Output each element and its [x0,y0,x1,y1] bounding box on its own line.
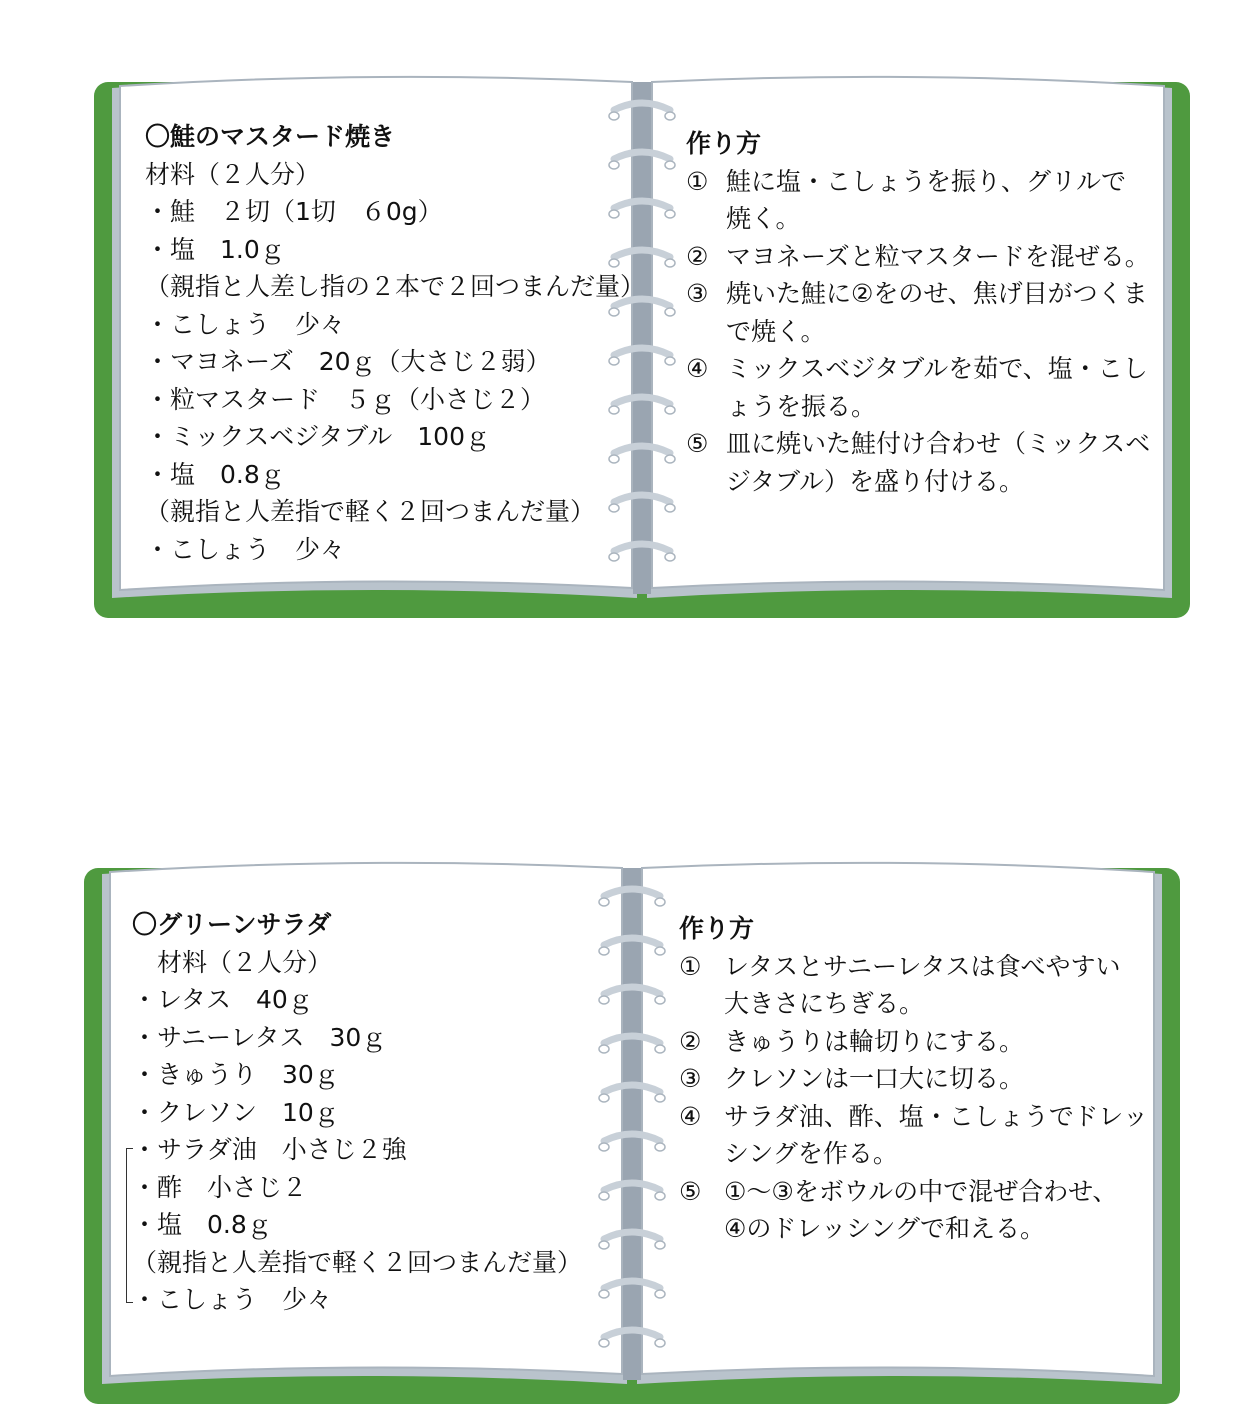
ring-hole [599,1192,609,1200]
step-text: 大きさにちぎる。 [724,989,925,1018]
ingredient-item: ・塩 1.0ｇ [145,234,285,264]
ingredient-item: ・クレソン 10ｇ [132,1097,339,1127]
step-number: ⑤ [679,1176,702,1206]
step-text: ジタブル）を盛り付ける。 [726,466,1025,496]
method-heading: 作り方 [679,914,755,943]
ring-hole [599,1045,609,1053]
ingredient-item: ・粒マスタード ５ｇ（小さじ２） [145,384,546,414]
ring-hole [655,1290,665,1298]
ring-hole [655,996,665,1004]
ring-hole [599,1241,609,1249]
ring-hole [655,947,665,955]
ingredient-item: ・塩 0.8ｇ [145,459,285,489]
ring-hole [599,898,609,906]
step-number: ④ [686,354,709,383]
ring-hole [599,1290,609,1298]
ingredient-item: ・ミックスベジタブル 100ｇ [145,422,490,451]
recipe-title: 〇グリーンサラダ [132,910,332,939]
step-text: ④のドレッシングで和える。 [724,1214,1046,1243]
step-number: ② [679,1026,702,1056]
step-number: ③ [686,279,709,308]
method-step-4 [679,1098,1148,1173]
spine [623,868,641,1380]
step-text: 焼いた鮭に②をのせ、焦げ目がつくま [726,279,1148,308]
step-text: 皿に焼いた鮭付け合わせ（ミックスベ [726,429,1151,458]
step-number: ① [686,166,709,196]
ring-hole [665,406,675,414]
step-text: ミックスベジタブルを茹で、塩・こし [726,354,1148,383]
ring-hole [665,259,675,267]
ingredient-item: ・こしょう 少々 [132,1285,333,1314]
ring-hole [665,210,675,218]
method-step-3 [686,275,1150,350]
ring-hole [655,1094,665,1102]
recipe-notebook-salad [82,856,1182,1408]
method-step-1 [686,163,1150,238]
step-text: で焼く。 [726,316,826,346]
right-page-content [679,910,1148,1248]
ring-hole [665,308,675,316]
ingredient-item: ・きゅうり 30ｇ [132,1060,339,1089]
method-step-2 [686,238,1150,276]
method-step-5 [686,425,1150,500]
ingredient-item: ・鮭 ２切（1切 ６0g） [145,197,443,226]
materials-heading: 材料（２人分） [145,159,321,189]
step-text: クレソンは一口大に切る。 [724,1064,1025,1093]
ingredient-item: ・サニーレタス 30ｇ [132,1022,387,1052]
materials-heading: 材料（２人分） [157,947,333,977]
step-text: きゅうりは輪切りにする。 [724,1026,1025,1056]
ring-hole [665,112,675,120]
ring-hole [665,455,675,463]
ingredient-item: ・マヨネーズ 20ｇ（大さじ２弱） [145,347,551,376]
ingredient-item: ・サラダ油 小さじ２強 [132,1135,407,1164]
method-step-2 [679,1023,1148,1061]
recipe-notebook-salmon [92,70,1192,622]
ingredient-note: （親指と人差指で軽く２回つまんだ量） [132,1247,583,1277]
step-text: マヨネーズと粒マスタードを混ぜる。 [726,241,1150,271]
method-heading: 作り方 [686,129,762,158]
ring-hole [599,996,609,1004]
step-number: ⑤ [686,429,709,458]
ingredient-item: ・酢 小さじ２ [132,1172,308,1202]
ingredient-item: ・こしょう 少々 [145,309,346,339]
step-text: レタスとサニーレタスは食べやすい [724,951,1121,981]
ingredient-item: ・こしょう 少々 [145,534,346,564]
ring-hole [655,1241,665,1249]
recipe-title: 〇鮭のマスタード焼き [145,122,396,151]
ingredient-note: （親指と人差し指の２本で２回つまんだ量） [145,272,646,301]
step-number: ② [686,241,709,271]
method-step-1 [679,948,1148,1023]
step-text: 鮭に塩・こしょうを振り、グリルで [726,166,1127,196]
ingredient-item: ・塩 0.8ｇ [132,1210,272,1239]
method-step-3 [679,1060,1148,1098]
ring-hole [665,553,675,561]
right-page-content [686,125,1150,500]
method-step-4 [686,350,1150,425]
ring-hole [599,1339,609,1347]
step-number: ③ [679,1064,702,1093]
step-text: サラダ油、酢、塩・こしょうでドレッ [724,1101,1149,1131]
ring-hole [599,1143,609,1151]
ring-hole [665,357,675,365]
step-number: ④ [679,1101,702,1131]
ring-hole [655,1192,665,1200]
step-number: ① [679,951,702,981]
step-text: ょうを振る。 [726,391,877,421]
ingredient-item: ・レタス 40ｇ [132,985,313,1014]
method-step-5 [679,1173,1148,1248]
step-text: ①～③をボウルの中で混ぜ合わせ、 [724,1176,1118,1206]
ring-hole [599,1094,609,1102]
left-page-content [145,118,645,568]
ring-hole [655,1339,665,1347]
left-page-content [132,906,582,1319]
ingredient-note: （親指と人差指で軽く２回つまんだ量） [145,497,596,526]
ring-hole [655,1143,665,1151]
step-text: シングを作る。 [724,1139,898,1168]
ring-hole [655,1045,665,1053]
ring-hole [665,504,675,512]
step-text: 焼く。 [726,204,801,233]
ring-hole [655,898,665,906]
ring-hole [599,947,609,955]
ring-hole [665,161,675,169]
